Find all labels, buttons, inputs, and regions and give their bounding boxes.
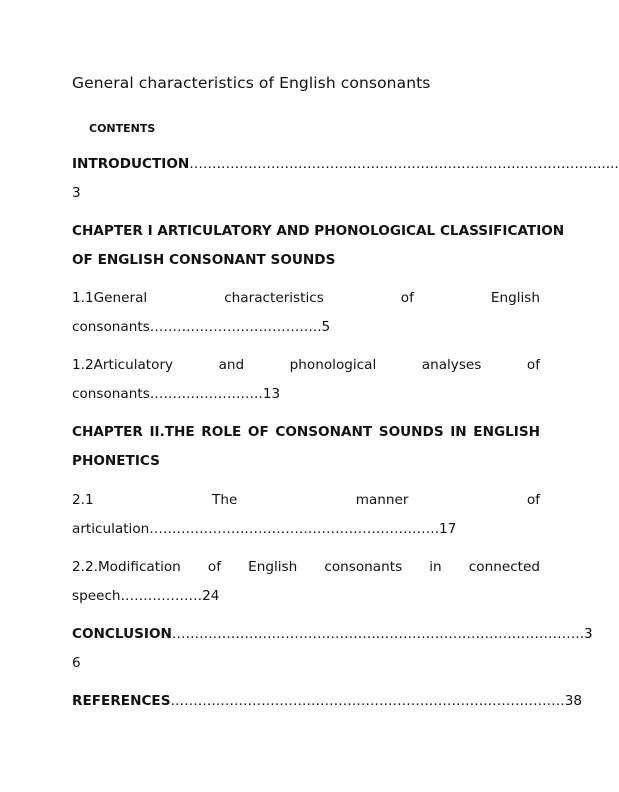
toc-conclusion-line (72, 620, 593, 649)
toc-section-2-1-line-1: 2.1 The manner of (72, 492, 540, 508)
toc-chapter-1-line-2: OF ENGLISH CONSONANT SOUNDS (72, 251, 336, 268)
toc-references-label: REFERENCES (72, 693, 171, 709)
document-title: General characteristics of English consonants (72, 74, 431, 92)
toc-introduction-line (72, 150, 619, 179)
toc-section-2-2-line-1: 2.2.Modification of English consonants in connected (72, 559, 540, 575)
toc-section-2-2-line-2: speech………………24 (72, 587, 220, 604)
toc-section-1-2-line-2: consonants…………………….13 (72, 385, 281, 402)
toc-introduction-label: INTRODUCTION (72, 156, 190, 172)
toc-references-line (72, 687, 583, 716)
toc-conclusion-dots: ……………………………………………………………………………….3 (171, 626, 593, 642)
toc-entry-section-2-2[interactable] (72, 553, 540, 610)
toc-references-dots: ……………………………………………………………………………38 (170, 693, 583, 709)
toc-entry-chapter-1[interactable] (72, 217, 565, 274)
toc-conclusion-label: CONCLUSION (72, 626, 172, 642)
toc-entry-section-1-2[interactable] (72, 351, 540, 408)
toc-section-1-2-line-1: 1.2Articulatory and phonological analyses of (72, 357, 540, 373)
toc-introduction-page: 3 (72, 184, 81, 201)
toc-chapter-1-line-1: CHAPTER I ARTICULATORY AND PHONOLOGICAL CLASSIFICATION (72, 223, 565, 239)
toc-section-1-1-line-2: consonants………………………………..5 (72, 318, 331, 335)
toc-conclusion-page-wrap: 6 (72, 654, 81, 671)
toc-chapter-2-line-1: CHAPTER II.THE ROLE OF CONSONANT SOUNDS IN ENGLISH (72, 424, 540, 440)
toc-chapter-2-line-2: PHONETICS (72, 452, 160, 469)
toc-section-2-1-line-2: articulation……………………………………………………….17 (72, 520, 457, 537)
toc-entry-chapter-2[interactable] (72, 418, 540, 475)
contents-heading: CONTENTS (89, 122, 156, 135)
toc-entry-references[interactable] (72, 687, 583, 716)
toc-introduction-dots: ………………………………………………………………………………..... (189, 156, 619, 172)
toc-section-1-1-line-1: 1.1General characteristics of English (72, 290, 540, 306)
toc-entry-section-2-1[interactable] (72, 486, 540, 543)
toc-entry-introduction[interactable] (72, 150, 619, 207)
toc-entry-section-1-1[interactable] (72, 284, 540, 341)
toc-entry-conclusion[interactable] (72, 620, 593, 677)
